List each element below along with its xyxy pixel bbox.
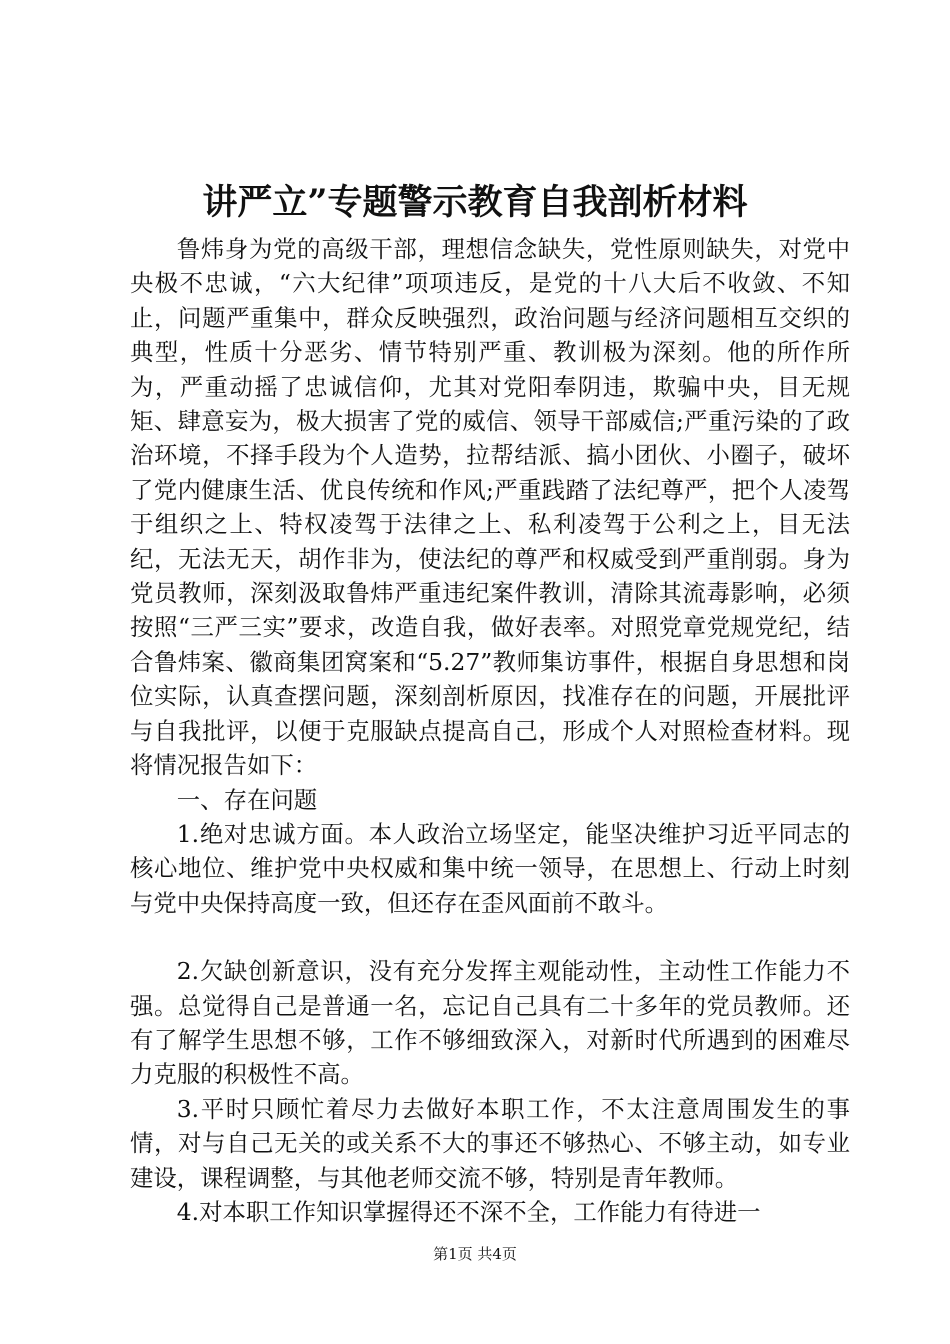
document-title: 讲严立”专题警示教育自我剖析材料 — [202, 182, 748, 223]
problem-item-2: 2.欠缺创新意识，没有充分发挥主观能动性，主动性工作能力不强。总觉得自己是普通一名，忘记自己具有二十多年的党员教师。还有了解学生思想不够，工作不够细致深入，对新时代所遇到的困难尽力克服的积极性不高。 — [130, 957, 850, 1089]
page-footer: 第1页 共4页 — [433, 1245, 517, 1263]
problem-item-3: 3.平时只顾忙着尽力去做好本职工作，不太注意周围发生的事情，对与自己无关的或关系不大的事还不够热心、不够主动，如专业建设，课程调整，与其他老师交流不够，特别是青年教师。 — [130, 1094, 850, 1192]
document-body — [130, 232, 850, 1229]
intro-paragraph: 鲁炜身为党的高级干部，理想信念缺失，党性原则缺失，对党中央极不忠诚，“六大纪律”项项违反，是党的十八大后不收敛、不知止，问题严重集中，群众反映强烈，政治问题与经济问题相互交织的典型，性质十分恶劣、情节特别严重、教训极为深刻。他的所作所为，严重动摇了忠诚信仰，尤其对党阳奉阴违，欺骗中央，目无规矩、肆意妄为，极大损害了党的威信、领导干部威信;严重污染的了政治环境，不择手段为个人造势，拉帮结派、搞小团伙、小圈子，破坏了党内健康生活、优良传统和作风;严重践踏了法纪尊严，把个人凌驾于组织之上、特权凌驾于法律之上、私利凌驾于公利之上，目无法纪，无法无天，胡作非为，使法纪的尊严和权威受到严重削弱。身为党员教师，深刻汲取鲁炜严重违纪案件教训，清除其流毒影响，必须按照“三严三实”要求，改造自我，做好表率。对照党章党规党纪，结合鲁炜案、徽商集团窝案和“5.27”教师集访事件，根据自身思想和岗位实际，认真查摆问题，深刻剖析原因，找准存在的问题，开展批评与自我批评，以便于克服缺点提高自己，形成个人对照检查材料。现将情况报告如下： — [130, 235, 850, 780]
paragraph-spacer — [130, 920, 850, 954]
problem-item-1: 1.绝对忠诚方面。本人政治立场坚定，能坚决维护习近平同志的核心地位、维护党中央权威和集中统一领导，在思想上、行动上时刻与党中央保持高度一致，但还存在歪风面前不敢斗。 — [130, 819, 850, 917]
section-heading: 一、存在问题 — [176, 785, 318, 814]
problem-item-4: 4.对本职工作知识掌握得还不深不全，工作能力有待进一 — [176, 1197, 761, 1226]
